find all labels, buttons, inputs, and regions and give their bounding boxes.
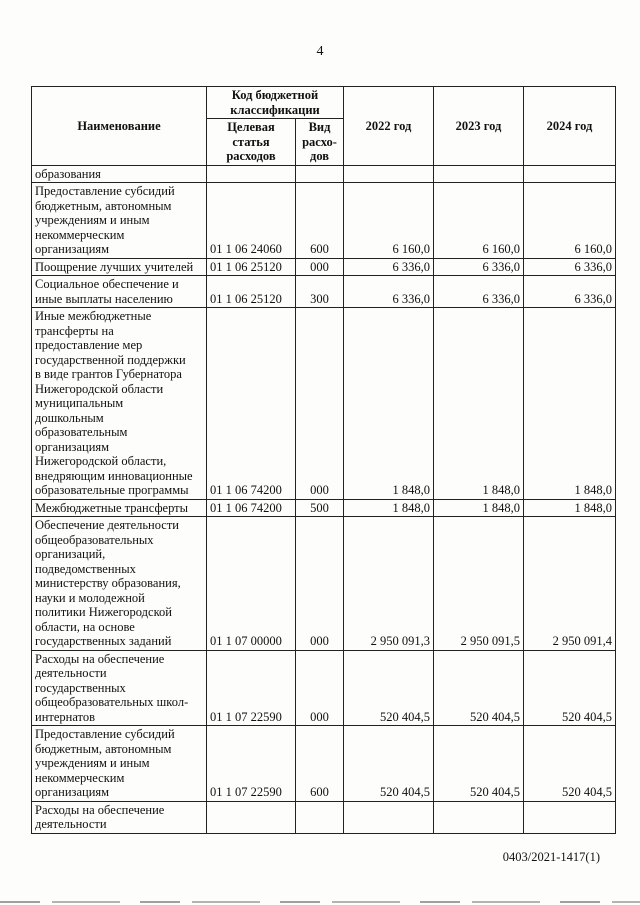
table-row	[32, 183, 616, 259]
amount-2024	[524, 165, 616, 183]
budget-code: 01 1 06 74200	[207, 499, 296, 517]
expense-type: 000	[296, 308, 344, 500]
budget-code: 01 1 07 22590	[207, 650, 296, 726]
amount-2023: 1 848,0	[434, 308, 524, 500]
row-name: образования	[32, 165, 207, 183]
page-number: 4	[316, 44, 324, 59]
expense-type: 600	[296, 726, 344, 802]
budget-code: 01 1 06 24060	[207, 183, 296, 259]
amount-2024: 6 336,0	[524, 258, 616, 276]
header-2023: 2023 год	[434, 87, 524, 166]
budget-code	[207, 801, 296, 833]
expense-type: 000	[296, 517, 344, 651]
amount-2022: 6 336,0	[344, 276, 434, 308]
amount-2024: 520 404,5	[524, 650, 616, 726]
table-row	[32, 308, 616, 500]
amount-2024: 2 950 091,4	[524, 517, 616, 651]
row-name: Предоставление субсидий бюджетным, автономным учреждениям и иным некоммерческим организациям	[32, 183, 207, 259]
table-row	[32, 801, 616, 833]
table-row	[32, 499, 616, 517]
document-number: 0403/2021-1417(1)	[502, 850, 600, 864]
row-name: Межбюджетные трансферты	[32, 499, 207, 517]
budget-code: 01 1 06 25120	[207, 258, 296, 276]
budget-code: 01 1 07 00000	[207, 517, 296, 651]
expense-type: 000	[296, 650, 344, 726]
amount-2023: 6 336,0	[434, 258, 524, 276]
amount-2022: 6 336,0	[344, 258, 434, 276]
table-row	[32, 276, 616, 308]
header-code-group: Код бюджетной классификации	[207, 87, 344, 119]
amount-2023: 6 336,0	[434, 276, 524, 308]
table-row	[32, 258, 616, 276]
row-name: Иные межбюджетные трансферты на предоставление мер государственной поддержки в виде грантов Губернатора Нижегородской области муниципальным дошкольным образовательным организациям Нижегородской области, внедряющим инновационные образовательные программы	[32, 308, 207, 500]
amount-2023: 6 160,0	[434, 183, 524, 259]
amount-2024: 520 404,5	[524, 726, 616, 802]
budget-code: 01 1 06 25120	[207, 276, 296, 308]
amount-2022: 6 160,0	[344, 183, 434, 259]
amount-2022: 520 404,5	[344, 650, 434, 726]
amount-2023	[434, 165, 524, 183]
row-name: Расходы на обеспечение деятельности государственных общеобразовательных школ- интернатов	[32, 650, 207, 726]
row-name: Предоставление субсидий бюджетным, автономным учреждениям и иным некоммерческим организациям	[32, 726, 207, 802]
header-name: Наименование	[32, 87, 207, 166]
amount-2022: 2 950 091,3	[344, 517, 434, 651]
amount-2022: 1 848,0	[344, 499, 434, 517]
amount-2024: 1 848,0	[524, 499, 616, 517]
row-name: Социальное обеспечение и иные выплаты населению	[32, 276, 207, 308]
scan-artifact-line	[0, 901, 640, 903]
budget-code: 01 1 06 74200	[207, 308, 296, 500]
expense-type	[296, 165, 344, 183]
amount-2022	[344, 801, 434, 833]
budget-code: 01 1 07 22590	[207, 726, 296, 802]
amount-2023: 520 404,5	[434, 726, 524, 802]
amount-2023: 1 848,0	[434, 499, 524, 517]
amount-2024: 1 848,0	[524, 308, 616, 500]
amount-2023	[434, 801, 524, 833]
budget-table	[31, 86, 616, 834]
budget-code	[207, 165, 296, 183]
amount-2022: 520 404,5	[344, 726, 434, 802]
header-type: Вид расхо-дов	[296, 119, 344, 166]
amount-2024: 6 336,0	[524, 276, 616, 308]
row-name: Расходы на обеспечение деятельности	[32, 801, 207, 833]
amount-2022	[344, 165, 434, 183]
table-row	[32, 650, 616, 726]
amount-2023: 2 950 091,5	[434, 517, 524, 651]
expense-type: 000	[296, 258, 344, 276]
amount-2024: 6 160,0	[524, 183, 616, 259]
table-row	[32, 165, 616, 183]
amount-2024	[524, 801, 616, 833]
header-target: Целевая статья расходов	[207, 119, 296, 166]
header-2022: 2022 год	[344, 87, 434, 166]
header-2024: 2024 год	[524, 87, 616, 166]
amount-2023: 520 404,5	[434, 650, 524, 726]
table-row	[32, 726, 616, 802]
expense-type	[296, 801, 344, 833]
expense-type: 500	[296, 499, 344, 517]
amount-2022: 1 848,0	[344, 308, 434, 500]
table-row	[32, 517, 616, 651]
expense-type: 300	[296, 276, 344, 308]
expense-type: 600	[296, 183, 344, 259]
row-name: Обеспечение деятельности общеобразовательных организаций, подведомственных министерству образования, науки и молодежной политики Нижегородской области, на основе государственных заданий	[32, 517, 207, 651]
row-name: Поощрение лучших учителей	[32, 258, 207, 276]
